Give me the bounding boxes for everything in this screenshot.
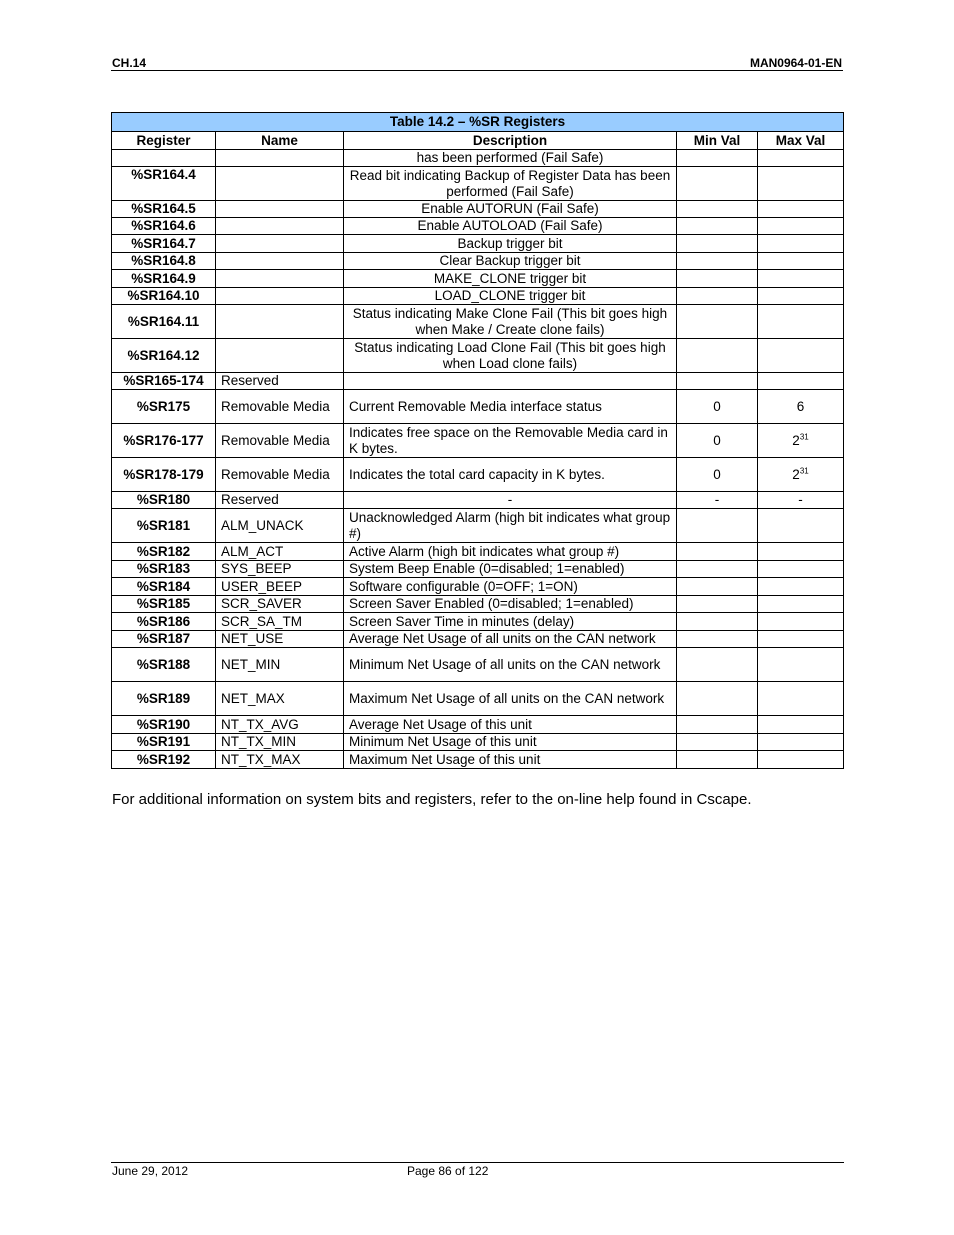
min-val-cell bbox=[677, 270, 758, 288]
min-val-cell: 0 bbox=[677, 424, 758, 458]
description-cell: Software configurable (0=OFF; 1=ON) bbox=[344, 578, 677, 596]
max-val-cell bbox=[758, 751, 844, 769]
table-row bbox=[112, 305, 844, 339]
register-cell: %SR164.12 bbox=[112, 339, 216, 373]
name-cell: ALM_ACT bbox=[216, 543, 344, 561]
min-val-cell bbox=[677, 201, 758, 218]
name-cell: USER_BEEP bbox=[216, 578, 344, 596]
min-val-cell bbox=[677, 682, 758, 716]
table-row bbox=[112, 288, 844, 305]
name-cell: Removable Media bbox=[216, 424, 344, 458]
register-cell: %SR164.11 bbox=[112, 305, 216, 339]
description-cell: System Beep Enable (0=disabled; 1=enabled) bbox=[344, 561, 677, 578]
description-cell: Enable AUTOLOAD (Fail Safe) bbox=[344, 218, 677, 235]
max-val-cell bbox=[758, 339, 844, 373]
register-cell: %SR164.6 bbox=[112, 218, 216, 235]
register-cell: %SR184 bbox=[112, 578, 216, 596]
description-cell: MAKE_CLONE trigger bit bbox=[344, 270, 677, 288]
name-cell: NET_MAX bbox=[216, 682, 344, 716]
name-cell: Removable Media bbox=[216, 458, 344, 492]
min-val-cell bbox=[677, 543, 758, 561]
description-cell: LOAD_CLONE trigger bit bbox=[344, 288, 677, 305]
max-val-cell bbox=[758, 543, 844, 561]
table-row bbox=[112, 424, 844, 458]
description-cell: Screen Saver Time in minutes (delay) bbox=[344, 613, 677, 631]
table-row bbox=[112, 150, 844, 167]
min-val-cell bbox=[677, 339, 758, 373]
table-row bbox=[112, 218, 844, 235]
max-val-cell bbox=[758, 716, 844, 734]
register-cell: %SR164.10 bbox=[112, 288, 216, 305]
table-row bbox=[112, 270, 844, 288]
table-row bbox=[112, 458, 844, 492]
exponent: 31 bbox=[799, 432, 809, 441]
max-val-cell bbox=[758, 235, 844, 253]
max-val-cell bbox=[758, 253, 844, 270]
register-cell: %SR164.9 bbox=[112, 270, 216, 288]
name-cell bbox=[216, 339, 344, 373]
register-cell: %SR187 bbox=[112, 631, 216, 648]
header-divider bbox=[111, 70, 843, 71]
table-row bbox=[112, 596, 844, 613]
min-val-cell bbox=[677, 253, 758, 270]
description-cell: Maximum Net Usage of this unit bbox=[344, 751, 677, 769]
description-cell: Status indicating Load Clone Fail (This bit goes high when Load clone fails) bbox=[344, 339, 677, 373]
max-val-cell: - bbox=[758, 492, 844, 509]
name-cell: SYS_BEEP bbox=[216, 561, 344, 578]
max-val-cell bbox=[758, 578, 844, 596]
max-val-cell: $2^{31}$ bbox=[758, 424, 844, 458]
description-cell: Minimum Net Usage of all units on the CAN network bbox=[344, 648, 677, 682]
min-val-cell bbox=[677, 578, 758, 596]
max-val-cell bbox=[758, 648, 844, 682]
max-val-cell bbox=[758, 613, 844, 631]
description-cell: Backup trigger bit bbox=[344, 235, 677, 253]
max-val-cell bbox=[758, 218, 844, 235]
column-header-min-val: Min Val bbox=[677, 132, 758, 150]
min-val-cell: 0 bbox=[677, 458, 758, 492]
description-cell: Status indicating Make Clone Fail (This bit goes high when Make / Create clone fails) bbox=[344, 305, 677, 339]
name-cell bbox=[216, 288, 344, 305]
name-cell: NET_USE bbox=[216, 631, 344, 648]
description-cell: Clear Backup trigger bit bbox=[344, 253, 677, 270]
table-row bbox=[112, 578, 844, 596]
table-row bbox=[112, 339, 844, 373]
table-row bbox=[112, 253, 844, 270]
max-val-cell bbox=[758, 305, 844, 339]
column-header-max-val: Max Val bbox=[758, 132, 844, 150]
footer-divider bbox=[111, 1162, 844, 1163]
column-header-description: Description bbox=[344, 132, 677, 150]
description-cell: Indicates free space on the Removable Media card in K bytes. bbox=[344, 424, 677, 458]
register-cell: %SR176-177 bbox=[112, 424, 216, 458]
table-row bbox=[112, 631, 844, 648]
table-row bbox=[112, 543, 844, 561]
register-cell: %SR175 bbox=[112, 390, 216, 424]
register-cell: %SR183 bbox=[112, 561, 216, 578]
register-cell: %SR164.7 bbox=[112, 235, 216, 253]
max-val-cell bbox=[758, 631, 844, 648]
name-cell: Reserved bbox=[216, 492, 344, 509]
description-cell: Minimum Net Usage of this unit bbox=[344, 734, 677, 751]
register-cell: %SR180 bbox=[112, 492, 216, 509]
max-val-cell bbox=[758, 509, 844, 543]
register-cell: %SR178-179 bbox=[112, 458, 216, 492]
description-cell: Active Alarm (high bit indicates what group #) bbox=[344, 543, 677, 561]
max-val-cell bbox=[758, 734, 844, 751]
min-val-cell bbox=[677, 613, 758, 631]
name-cell: NET_MIN bbox=[216, 648, 344, 682]
description-cell: Average Net Usage of all units on the CAN network bbox=[344, 631, 677, 648]
name-cell bbox=[216, 235, 344, 253]
name-cell: Reserved bbox=[216, 373, 344, 390]
name-cell: NT_TX_MAX bbox=[216, 751, 344, 769]
name-cell bbox=[216, 218, 344, 235]
table-caption: Table 14.2 – %SR Registers bbox=[112, 113, 844, 132]
table-row bbox=[112, 390, 844, 424]
register-cell: %SR182 bbox=[112, 543, 216, 561]
description-cell: Screen Saver Enabled (0=disabled; 1=enabled) bbox=[344, 596, 677, 613]
register-cell: %SR165-174 bbox=[112, 373, 216, 390]
min-val-cell bbox=[677, 596, 758, 613]
register-cell: %SR192 bbox=[112, 751, 216, 769]
max-val-cell bbox=[758, 167, 844, 201]
min-val-cell bbox=[677, 631, 758, 648]
table-row bbox=[112, 613, 844, 631]
max-val-cell bbox=[758, 561, 844, 578]
name-cell: SCR_SA_TM bbox=[216, 613, 344, 631]
register-cell: %SR164.4 bbox=[112, 167, 216, 201]
name-cell bbox=[216, 270, 344, 288]
max-val-cell bbox=[758, 270, 844, 288]
description-cell: Average Net Usage of this unit bbox=[344, 716, 677, 734]
description-cell: - bbox=[344, 492, 677, 509]
max-val-cell: $2^{31}$ bbox=[758, 458, 844, 492]
description-cell: Maximum Net Usage of all units on the CAN network bbox=[344, 682, 677, 716]
table-row bbox=[112, 492, 844, 509]
description-cell: Unacknowledged Alarm (high bit indicates what group #) bbox=[344, 509, 677, 543]
description-cell: Enable AUTORUN (Fail Safe) bbox=[344, 201, 677, 218]
register-cell: %SR190 bbox=[112, 716, 216, 734]
column-header-register: Register bbox=[112, 132, 216, 150]
name-cell bbox=[216, 201, 344, 218]
max-val-cell bbox=[758, 596, 844, 613]
min-val-cell: 0 bbox=[677, 390, 758, 424]
min-val-cell bbox=[677, 218, 758, 235]
table-row bbox=[112, 648, 844, 682]
table-row bbox=[112, 734, 844, 751]
register-cell: %SR188 bbox=[112, 648, 216, 682]
max-val-cell: 6 bbox=[758, 390, 844, 424]
min-val-cell bbox=[677, 288, 758, 305]
min-val-cell bbox=[677, 167, 758, 201]
name-cell bbox=[216, 305, 344, 339]
table-row bbox=[112, 373, 844, 390]
max-val-cell bbox=[758, 682, 844, 716]
min-val-cell bbox=[677, 734, 758, 751]
table-row bbox=[112, 682, 844, 716]
sr-registers-table bbox=[111, 112, 844, 769]
register-cell: %SR164.8 bbox=[112, 253, 216, 270]
min-val-cell bbox=[677, 561, 758, 578]
name-cell: SCR_SAVER bbox=[216, 596, 344, 613]
register-cell: %SR191 bbox=[112, 734, 216, 751]
min-val-cell bbox=[677, 751, 758, 769]
max-val-cell bbox=[758, 150, 844, 167]
min-val-cell bbox=[677, 509, 758, 543]
table-row bbox=[112, 716, 844, 734]
name-cell: Removable Media bbox=[216, 390, 344, 424]
column-header-row bbox=[112, 132, 844, 150]
min-val-cell bbox=[677, 235, 758, 253]
table-body bbox=[112, 150, 844, 769]
table-row bbox=[112, 561, 844, 578]
min-val-cell bbox=[677, 150, 758, 167]
register-cell bbox=[112, 150, 216, 167]
description-cell bbox=[344, 373, 677, 390]
column-header-name: Name bbox=[216, 132, 344, 150]
name-cell bbox=[216, 253, 344, 270]
table-row bbox=[112, 201, 844, 218]
min-val-cell: - bbox=[677, 492, 758, 509]
footer-date: June 29, 2012 bbox=[112, 1164, 189, 1178]
min-val-cell bbox=[677, 716, 758, 734]
max-val-cell bbox=[758, 288, 844, 305]
name-cell bbox=[216, 167, 344, 201]
footer-page-number: Page 86 of 122 bbox=[407, 1164, 489, 1178]
name-cell: NT_TX_AVG bbox=[216, 716, 344, 734]
document-id: MAN0964-01-EN bbox=[749, 56, 842, 70]
exponent: 31 bbox=[799, 466, 809, 475]
max-val-cell bbox=[758, 201, 844, 218]
register-cell: %SR164.5 bbox=[112, 201, 216, 218]
min-val-cell bbox=[677, 373, 758, 390]
name-cell: NT_TX_MIN bbox=[216, 734, 344, 751]
name-cell: ALM_UNACK bbox=[216, 509, 344, 543]
min-val-cell bbox=[677, 305, 758, 339]
description-cell: Read bit indicating Backup of Register Data has been performed (Fail Safe) bbox=[344, 167, 677, 201]
table-row bbox=[112, 235, 844, 253]
register-cell: %SR186 bbox=[112, 613, 216, 631]
register-cell: %SR181 bbox=[112, 509, 216, 543]
table-row bbox=[112, 167, 844, 201]
name-cell bbox=[216, 150, 344, 167]
register-cell: %SR189 bbox=[112, 682, 216, 716]
max-val-cell bbox=[758, 373, 844, 390]
description-cell: Indicates the total card capacity in K bytes. bbox=[344, 458, 677, 492]
additional-info-note: For additional information on system bits and registers, refer to the on-line help found in Cscape. bbox=[112, 791, 752, 808]
table-row bbox=[112, 509, 844, 543]
register-cell: %SR185 bbox=[112, 596, 216, 613]
description-cell: Current Removable Media interface status bbox=[344, 390, 677, 424]
table-row bbox=[112, 751, 844, 769]
min-val-cell bbox=[677, 648, 758, 682]
description-cell: has been performed (Fail Safe) bbox=[344, 150, 677, 167]
chapter-label: CH.14 bbox=[112, 56, 147, 70]
